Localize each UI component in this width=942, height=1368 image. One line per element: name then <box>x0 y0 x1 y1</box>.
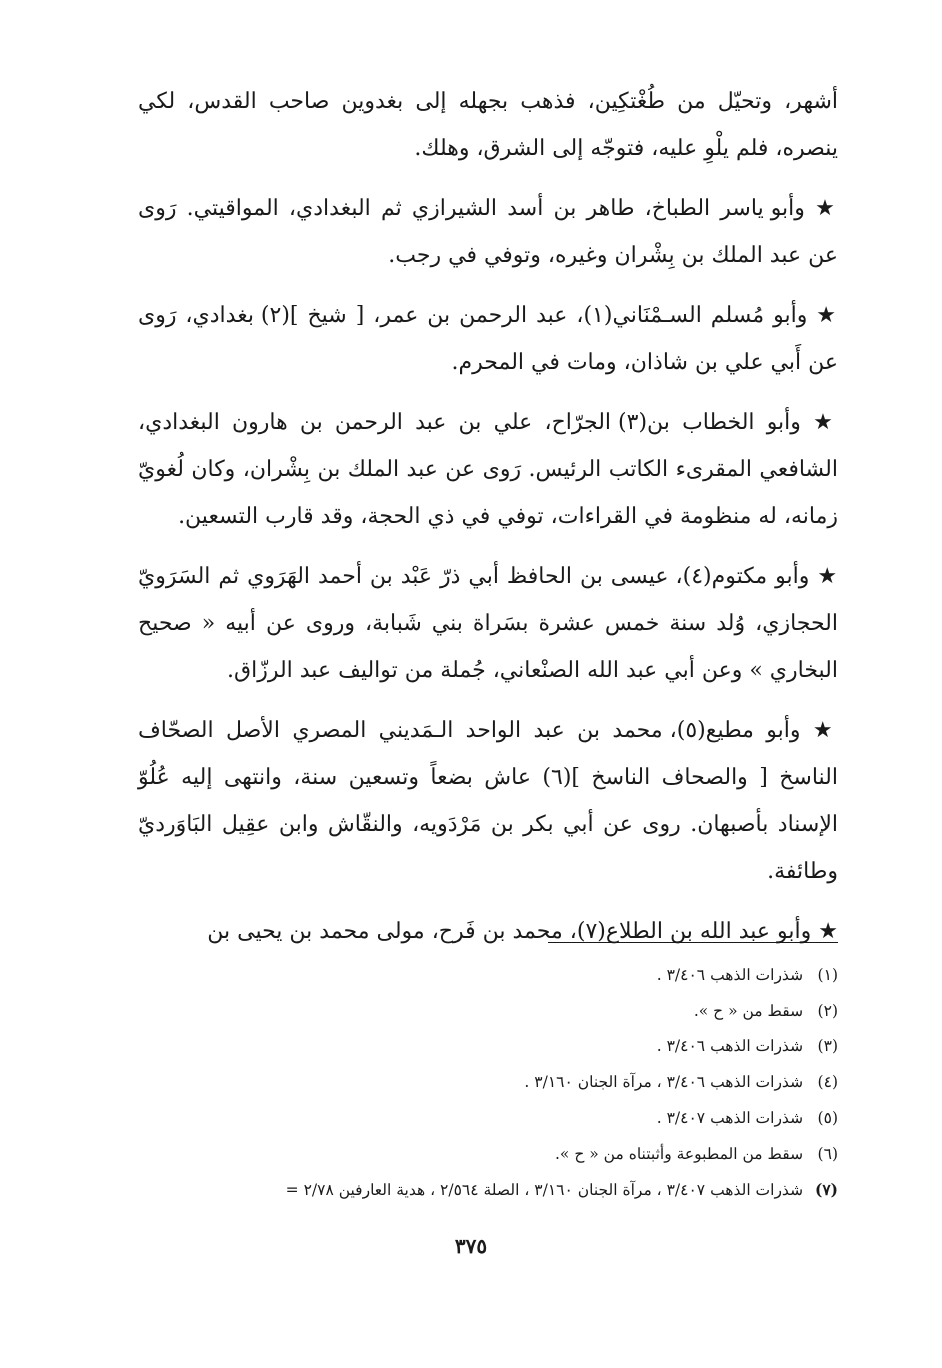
footnote-item <box>120 1137 838 1173</box>
star-bullet-icon: ★ <box>816 303 838 328</box>
entry-paragraph <box>138 707 838 895</box>
footnote-item <box>120 958 838 994</box>
footnote-item <box>120 1065 838 1101</box>
entry-paragraph <box>138 292 838 386</box>
paragraph-text: أشهر، وتحيّل من طُغْتكِين، فذهب بجهله إلى بغدوين صاحب القدس، لكي ينصره، فلم يلْوِ عليه، فتوجّه إلى الشرق، وهلك. <box>138 89 838 161</box>
footnote-text: شذرات الذهب ٣/٤٠٧ . <box>656 1108 804 1127</box>
entry-paragraph <box>138 185 838 279</box>
main-text <box>138 78 838 968</box>
star-bullet-icon: ★ <box>815 196 838 221</box>
footnote-number: (٧) <box>814 1180 838 1200</box>
paragraph-text: وأبو عبد الله بن الطلاع(٧)، محمد بن فَرح، مولى محمد بن يحيى بن <box>207 919 812 944</box>
footnote-number: (٣) <box>817 1037 838 1056</box>
paragraph-text: وأبو ياسر الطباخ، طاهر بن أسد الشيرازي ثم البغدادي، المواقيتي. رَوى عن عبد الملك بن بِشْران وغيره، وتوفي في رجب. <box>138 196 838 268</box>
entry-paragraph <box>138 908 838 955</box>
footnote-text: سقط من « ح ». <box>693 1001 804 1020</box>
footnote-text: شذرات الذهب ٣/٤٠٦ ، مرآة الجنان ٣/١٦٠ . <box>524 1073 804 1092</box>
footnote-text: شذرات الذهب ٣/٤٠٦ . <box>656 1037 804 1056</box>
page-number: ٣٧٥ <box>454 1234 488 1258</box>
star-bullet-icon: ★ <box>813 410 838 435</box>
star-bullet-icon: ★ <box>812 718 838 743</box>
footnote-item <box>120 1029 838 1065</box>
footnotes <box>120 958 838 1209</box>
footnote-number: (٥) <box>817 1108 838 1127</box>
footnote-item <box>120 1172 838 1209</box>
paragraph-text: وأبو مطيع(٥)، محمد بن عبد الواحد الـمَديني المصري الأصل الصحّاف الناسخ [ والصحاف الناسخ ](٦) عاش بضعاً وتسعين سنة، وانتهى إليه عُلُوّ الإسناد بأصبهان. روى عن أبي بكر بن مَرْدَويه، والنقّاش وابن عقِيل البَاوَرديّ وطائفة. <box>138 718 838 884</box>
footnote-text: شذرات الذهب ٣/٤٠٦ . <box>656 966 804 984</box>
footnote-divider <box>548 942 838 943</box>
paragraph-text: وأبو مكتوم(٤)، عيسى بن الحافظ أبي ذرّ عَبْد بن أحمد الهَرَوي ثم السَرَويّ الحجازي، وُلد سنة خمس عشرة بسَراة بني شَبابة، وروى عن أبيه « صحيح البخاري » وعن أبي عبد الله الصنْعاني، جُملة من تواليف عبد الرزّاق. <box>138 564 838 683</box>
paragraph-text: وأبو مُسلم السـمْنَاني(١)، عبد الرحمن بن عمر، [ شيخ ](٢) بغدادي، رَوى عن أَبي علي بن شاذان، ومات في المحرم. <box>138 303 838 375</box>
star-bullet-icon: ★ <box>818 919 838 944</box>
footnote-item <box>120 994 838 1030</box>
footnote-text: شذرات الذهب ٣/٤٠٧ ، مرآة الجنان ٣/١٦٠ ، الصلة ٢/٥٦٤ ، هدية العارفين ٢/٧٨ = <box>285 1181 804 1200</box>
paragraph-continuation <box>138 78 838 172</box>
footnote-item <box>120 1101 838 1137</box>
star-bullet-icon: ★ <box>817 564 838 589</box>
footnote-number: (٦) <box>817 1144 838 1163</box>
footnote-number: (٢) <box>817 1001 838 1020</box>
footnote-text: سقط من المطبوعة وأثبتناه من « ح ». <box>555 1144 804 1163</box>
entry-paragraph <box>138 553 838 694</box>
footnote-number: (٤) <box>817 1073 838 1092</box>
paragraph-text: وأبو الخطاب بن(٣) الجرّاح، علي بن عبد الرحمن بن هارون البغدادي، الشافعي المقرىء الكاتب الرئيس. رَوى عن عبد الملك بن بِشْران، وكان لُغويّ زمانه، له منظومة في القراءات، توفي في ذي الحجة، وقد قارب التسعين. <box>138 410 838 529</box>
footnote-number: (١) <box>817 966 838 984</box>
entry-paragraph <box>138 399 838 540</box>
